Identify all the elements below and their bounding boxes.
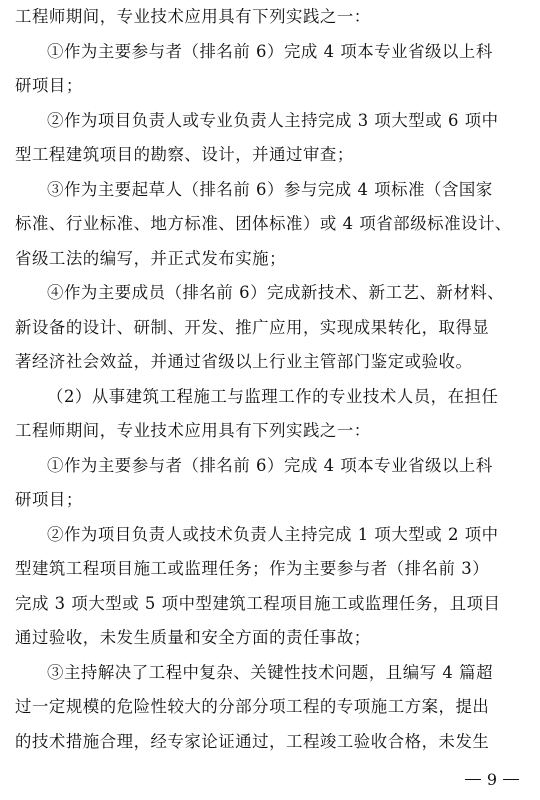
- text-line: ②作为项目负责人或技术负责人主持完成 1 项大型或 2 项中: [47, 524, 499, 544]
- text-line: 著经济社会效益，并通过省级以上行业主管部门鉴定或验收。: [15, 352, 473, 371]
- text-line: 省级工法的编写，并正式发布实施；: [15, 248, 287, 268]
- text-line: ④作为主要成员（排名前 6）完成新技术、新工艺、新材料、: [47, 283, 505, 302]
- text-line: 研项目；: [15, 76, 83, 95]
- text-line: 的技术措施合理，经专家论证通过，工程竣工验收合格，未发生: [15, 731, 490, 751]
- text-line: 完成 3 项大型或 5 项中型建筑工程项目施工或监理任务，且项目: [15, 593, 501, 613]
- text-line: 研项目；: [15, 490, 83, 509]
- text-line: ①作为主要参与者（排名前 6）完成 4 项本专业省级以上科: [47, 455, 493, 475]
- page-number-dash-right: [503, 779, 519, 780]
- text-line: ②作为项目负责人或专业负责人主持完成 3 项大型或 6 项中: [47, 110, 499, 130]
- text-line: 新设备的设计、研制、开发、推广应用，实现成果转化，取得显: [15, 317, 490, 337]
- text-line: 标准、行业标准、地方标准、团体标准）或 4 项省部级标准设计、: [15, 214, 512, 233]
- text-line: 通过验收，未发生质量和安全方面的责任事故；: [15, 628, 371, 647]
- document-body: [15, 0, 525, 759]
- text-line: 工程师期间，专业技术应用具有下列实践之一：: [15, 421, 371, 440]
- text-line: ③作为主要起草人（排名前 6）参与完成 4 项标准（含国家: [47, 179, 493, 199]
- text-line: ③主持解决了工程中复杂、关键性技术问题，且编写 4 篇超: [47, 662, 494, 682]
- text-line: 工程师期间，专业技术应用具有下列实践之一：: [15, 7, 371, 26]
- page-footer: [0, 766, 525, 792]
- text-line: （2）从事建筑工程施工与监理工作的专业技术人员，在担任: [47, 386, 499, 406]
- text-line: 型建筑工程项目施工或监理任务；作为主要参与者（排名前 3）: [15, 559, 490, 578]
- text-line: 型工程建筑项目的勘察、设计，并通过审查；: [15, 145, 354, 164]
- text-line: ①作为主要参与者（排名前 6）完成 4 项本专业省级以上科: [47, 41, 493, 61]
- text-line: 过一定规模的危险性较大的分部分项工程的专项施工方案，提出: [15, 697, 490, 716]
- page-number: 9: [486, 769, 497, 789]
- page-number-dash-left: [465, 779, 481, 780]
